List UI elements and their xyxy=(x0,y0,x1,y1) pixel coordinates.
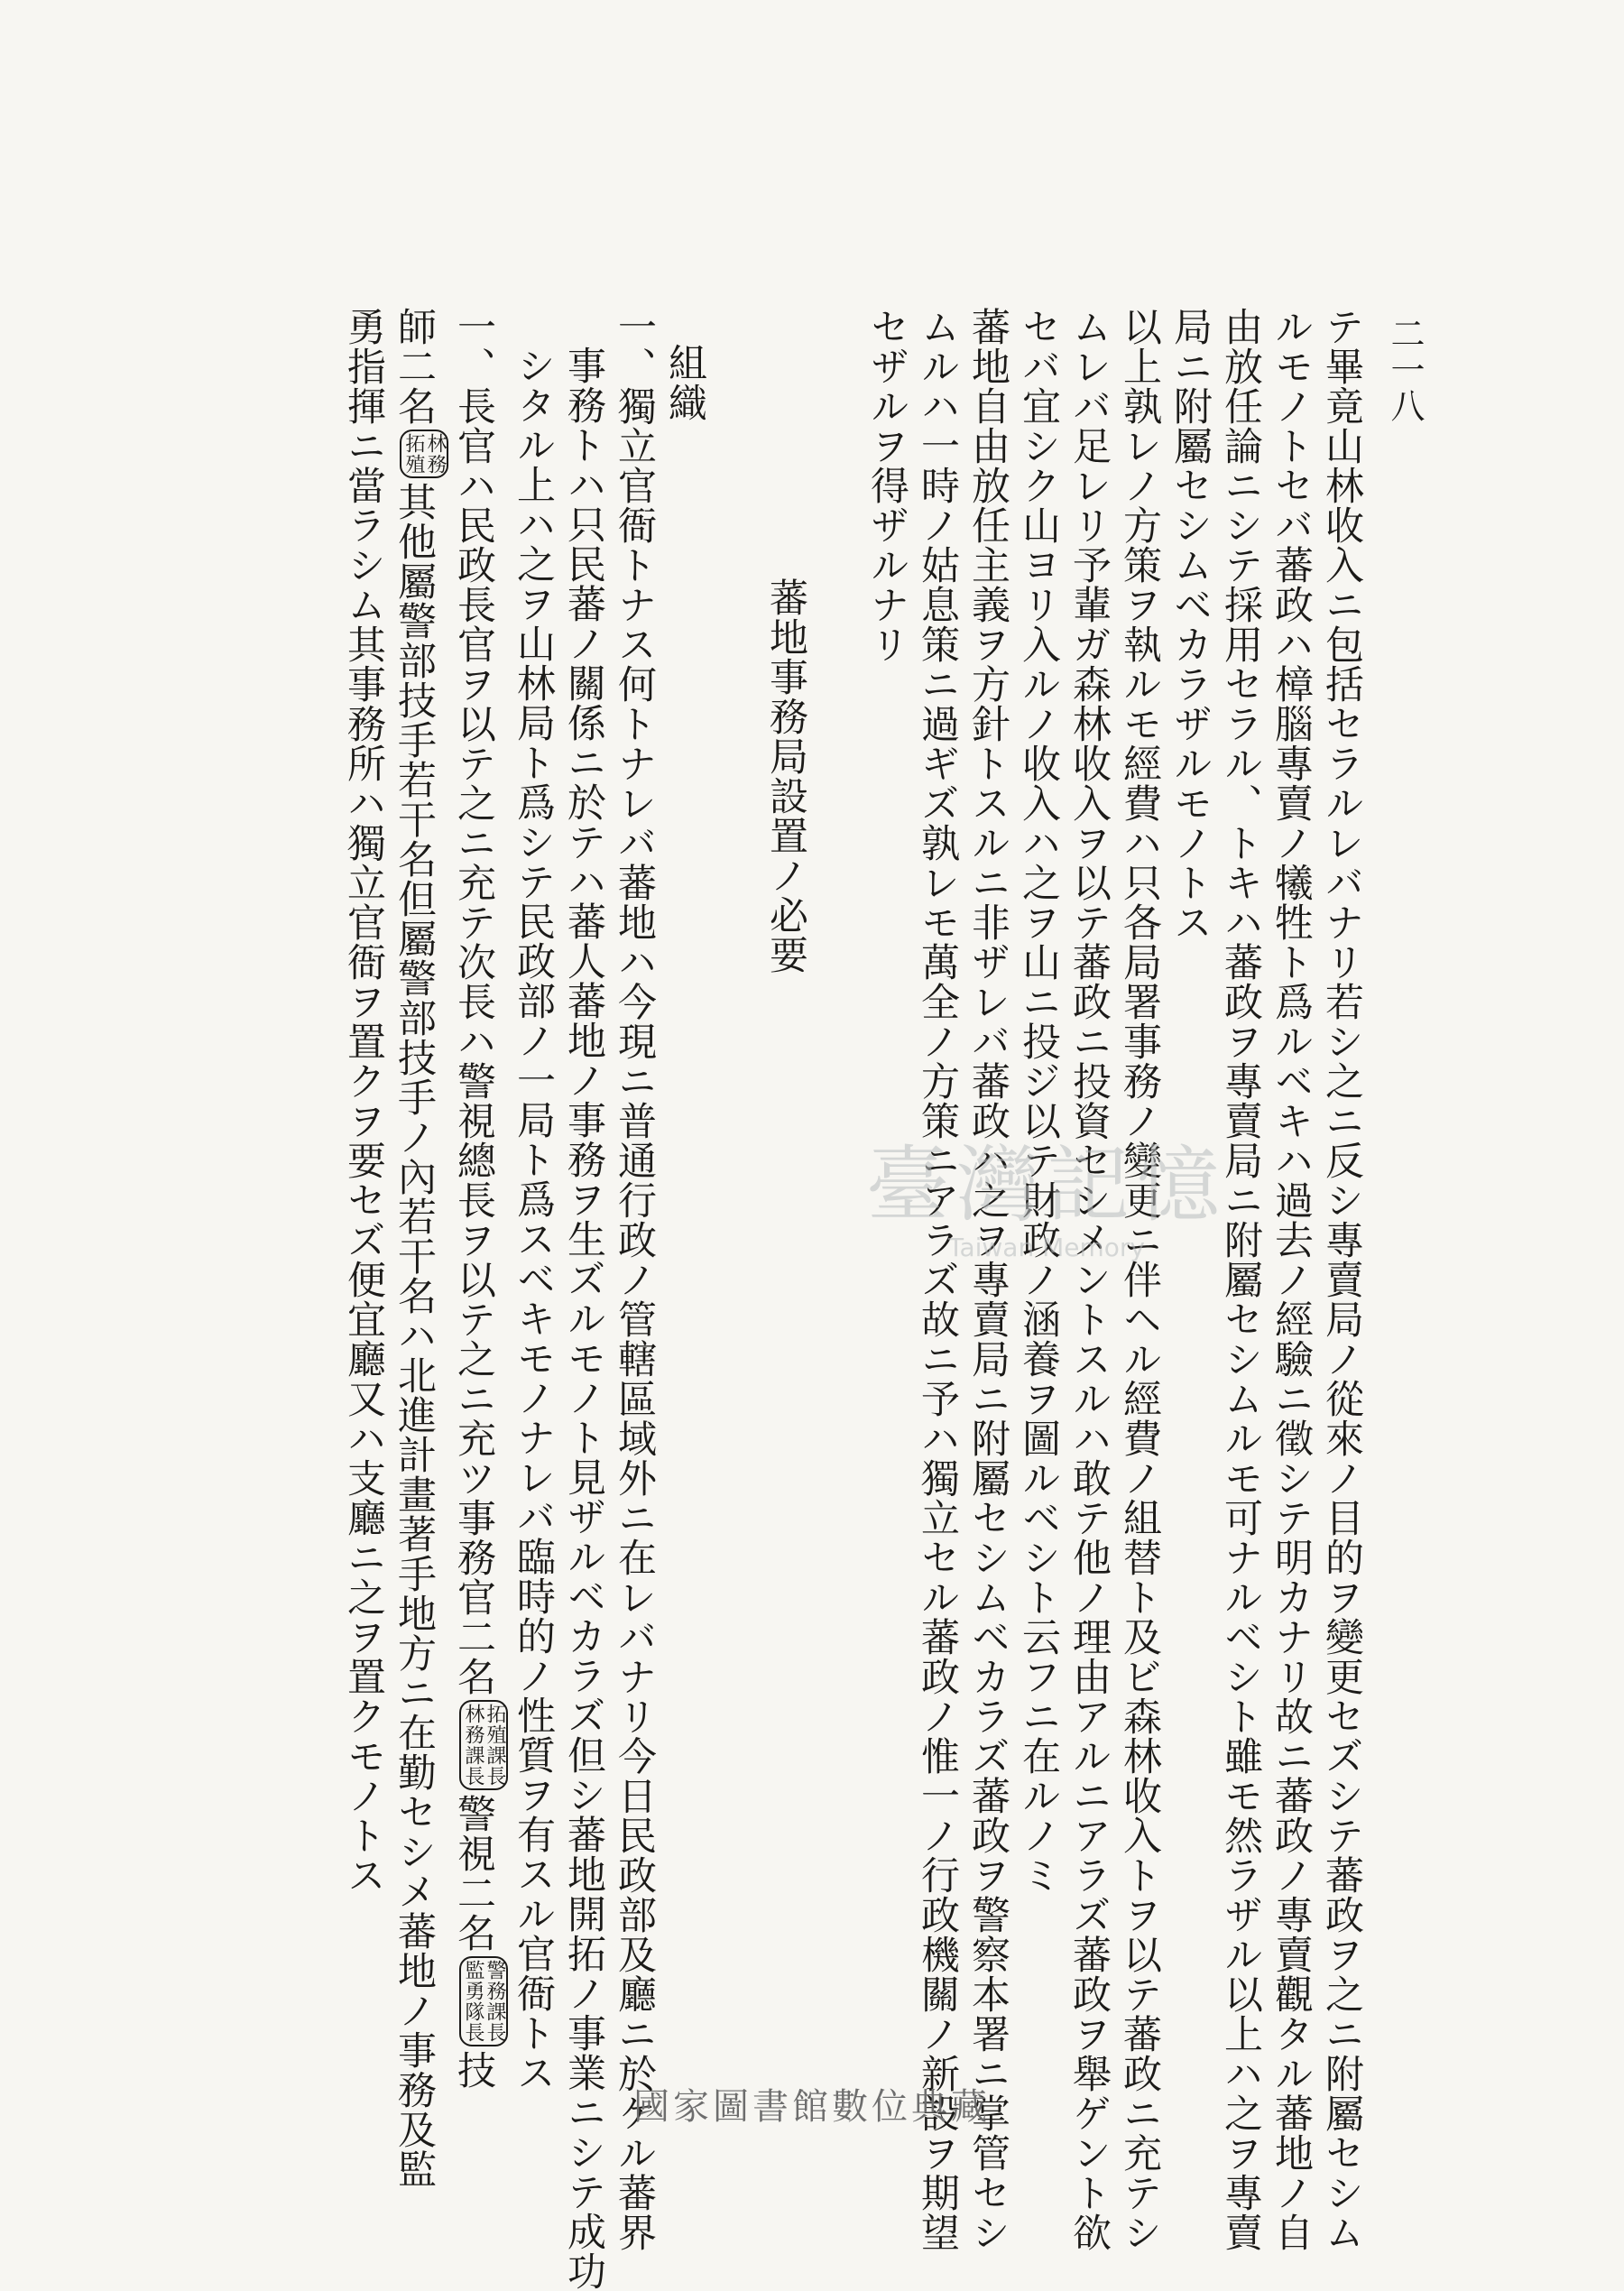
text-segment: 其他屬警部技手若干名但屬警部技手ノ內若干名ハ北進計畫著手地方ニ在勤セシメ蕃地ノ事務及監 xyxy=(392,482,437,2189)
text-column: 勇指揮ニ當ラシム其事務所ハ獨立官衙ヲ置クヲ要セズ便宜廳又ハ支廳ニ之ヲ置クモノトス xyxy=(341,307,386,1895)
section-heading: 蕃地事務局設置ノ必要 xyxy=(763,577,808,975)
subsection-heading: 組織 xyxy=(662,343,707,422)
footer-credit: 國家圖書館數位典藏 xyxy=(633,2086,991,2128)
text-column: セザルヲ得ザルナリ xyxy=(864,307,909,664)
note-line: 監勇隊長 xyxy=(462,1960,484,2043)
note-line: 拓殖 xyxy=(402,433,425,475)
text-column: セバ宜シク山ヨリ入ルノ收入ハ之ヲ山ニ投ジ以テ財政ノ涵養ヲ圖ルベシト云フニ在ルノミ xyxy=(1016,307,1061,1895)
watermark-english: Taiwan Memory xyxy=(948,1233,1145,1262)
bracket-note xyxy=(459,1700,508,1790)
text-segment: 技 xyxy=(451,2050,496,2090)
note-line: 拓殖課長 xyxy=(484,1704,506,1787)
text-column-with-notes xyxy=(448,307,508,2090)
note-line: 警務課長 xyxy=(484,1960,506,2043)
text-column: シタル上ハ之ヲ山林局ト爲シテ民政部ノ一局ト爲スベキモノナレバ臨時的ノ性質ヲ有スル官衙トス xyxy=(511,346,556,2092)
page-number: 二一八 xyxy=(1385,316,1425,424)
text-column: ムルハ一時ノ姑息策ニ過ギズ孰レモ萬全ノ方策ニアラズ故ニ予ハ獨立セル蕃政ノ惟一ノ行政機關ノ新設ヲ期望 xyxy=(915,307,960,2252)
text-column: ルモノトセバ蕃政ハ樟腦專賣ノ犧牲ト爲ルベキハ過去ノ經驗ニ徵シテ明カナリ故ニ蕃政ノ專賣觀タル蕃地ノ自 xyxy=(1269,307,1314,2252)
text-column: 局ニ附屬セシムベカラザルモノトス xyxy=(1167,307,1213,942)
text-segment: 師二名 xyxy=(392,307,437,426)
column-spacer xyxy=(710,307,761,1714)
text-column: 蕃地自由放任主義ヲ方針トスルニ非ザレバ蕃政ハ之ヲ專賣局ニ附屬セシムベカラズ蕃政ヲ警察本署ニ掌管セシ xyxy=(965,307,1010,2252)
text-column: 事務トハ只民蕃ノ關係ニ於テハ蕃人蕃地ノ事務ヲ生ズルモノト見ザルベカラズ但シ蕃地開拓ノ事業ニシテ成功 xyxy=(561,346,606,2291)
column-spacer xyxy=(811,307,862,1714)
text-segment: 警視二名 xyxy=(451,1794,496,1953)
note-line: 林務課長 xyxy=(462,1704,484,1787)
bracket-note xyxy=(459,1956,508,2046)
watermark-chinese: 臺灣記憶 xyxy=(865,1137,1227,1233)
note-line: 林務 xyxy=(424,433,447,475)
text-column: テ畢竟山林收入ニ包括セラルレバナリ若シ之ニ反シ專賣局ノ從來ノ目的ヲ變更セズシテ蕃政ヲ之ニ附屬セシム xyxy=(1319,307,1364,2252)
text-column: ムレバ足レリ予輩ガ森林收入ヲ以テ蕃政ニ投資セシメントスルハ敢テ他ノ理由アルニアラズ蕃政ヲ舉ゲント欲 xyxy=(1066,307,1112,2252)
text-column: 以上孰レノ方策ヲ執ルモ經費ハ只各局署事務ノ變更ニ伴ヘル經費ノ組替ト及ビ森林收入トヲ以テ蕃政ニ充テシ xyxy=(1117,307,1162,2252)
text-column: 由放任論ニシテ採用セラル、トキハ蕃政ヲ專賣局ニ附屬セシムルモ可ナルベシト雖モ然ラザル以上ハ之ヲ專賣 xyxy=(1218,307,1263,2252)
text-column-with-notes xyxy=(389,307,448,2189)
bracket-note xyxy=(400,430,448,478)
text-column: 一、獨立官衙トナス何トナレバ蕃地ハ今現ニ普通行政ノ管轄區域外ニ在レバナリ今日民政部及廳ニ於ケル蕃界 xyxy=(612,307,657,2252)
text-segment: 一、長官ハ民政長官ヲ以テ之ニ充テ次長ハ警視總長ヲ以テ之ニ充ツ事務官二名 xyxy=(451,307,496,1696)
